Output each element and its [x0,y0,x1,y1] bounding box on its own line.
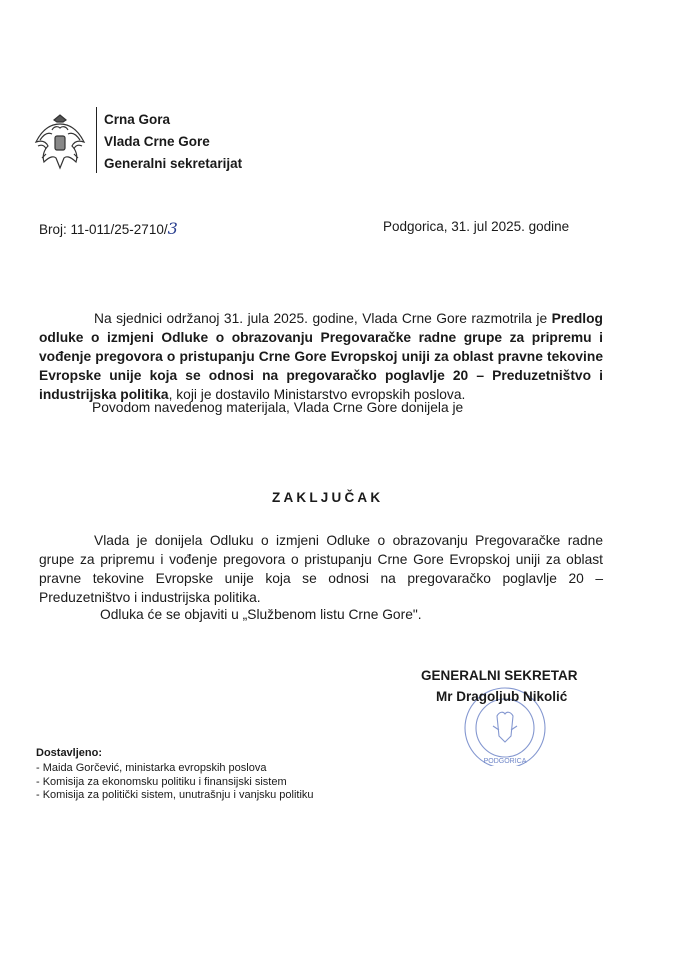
signatory-title: GENERALNI SEKRETAR [421,668,578,683]
header-divider [96,107,97,173]
header-secretariat: Generalni sekretarijat [104,156,243,171]
signatory-name: Mr Dragoljub Nikolić [436,689,568,704]
letterhead [104,109,242,175]
handwritten-number: 3 [167,219,178,238]
list-item: - Maida Gorčević, ministarka evropskih poslova [36,762,267,774]
distribution-heading: Dostavljeno: [36,747,103,759]
distribution-list [36,762,314,803]
coat-of-arms-icon [32,112,88,172]
paragraph-adopted: Povodom navedenog materijala, Vlada Crne Gore donijela je [92,400,464,415]
paragraph-intro: Na sjednici održanoj 31. jula 2025. godine, Vlada Crne Gore razmotrila je Predlog odluke o izmjeni Odluke o obrazovanju Pregovaračke radne grupe za pripremu i vođenje pregovora o pristupanju Crne Gore Evropskoj uniji za oblast pravne tekovine Evropske unije koja se odnosi na pregovaračko poglavlje 20 – Preduzetništvo i industrijska politika, koji je dostavilo Ministarstvo evropskih poslova. [39,311,603,402]
header-government: Vlada Crne Gore [104,134,210,149]
stamp-text: PODGORICA [483,758,527,765]
reference-number: Broj: 11-011/25-2710/3 [39,219,178,238]
proposal-title: Predlog odluke o izmjeni Odluke o obrazovanju Pregovaračke radne grupe za pripremu i vođenje pregovora o pristupanju Crne Gore Evropskoj uniji za oblast pravne tekovine Evropske unije koja se odnosi na pregovaračko poglavlje 20 – Preduzetništvo i industrijska politika [39,311,603,402]
place-date: Podgorica, 31. jul 2025. godine [383,219,570,234]
paragraph-publication: Odluka će se objaviti u „Službenom listu Crne Gore". [100,607,422,622]
list-item: - Komisija za politički sistem, unutrašnju i vanjsku politiku [36,789,314,801]
list-item: - Komisija za ekonomsku politiku i finansijski sistem [36,775,287,788]
header-country: Crna Gora [104,112,171,127]
conclusion-title: ZAKLJUČAK [272,490,384,505]
paragraph-decision: Vlada je donijela Odluku o izmjeni Odluke o obrazovanju Pregovaračke radne grupe za pripremu i vođenje pregovora o pristupanju Crne Gore Evropskoj uniji za oblast pravne tekovine Evropske unije koja se odnosi na pregovaračko poglavlje 20 – Preduzetništvo i industrijska politika. [39,533,603,605]
